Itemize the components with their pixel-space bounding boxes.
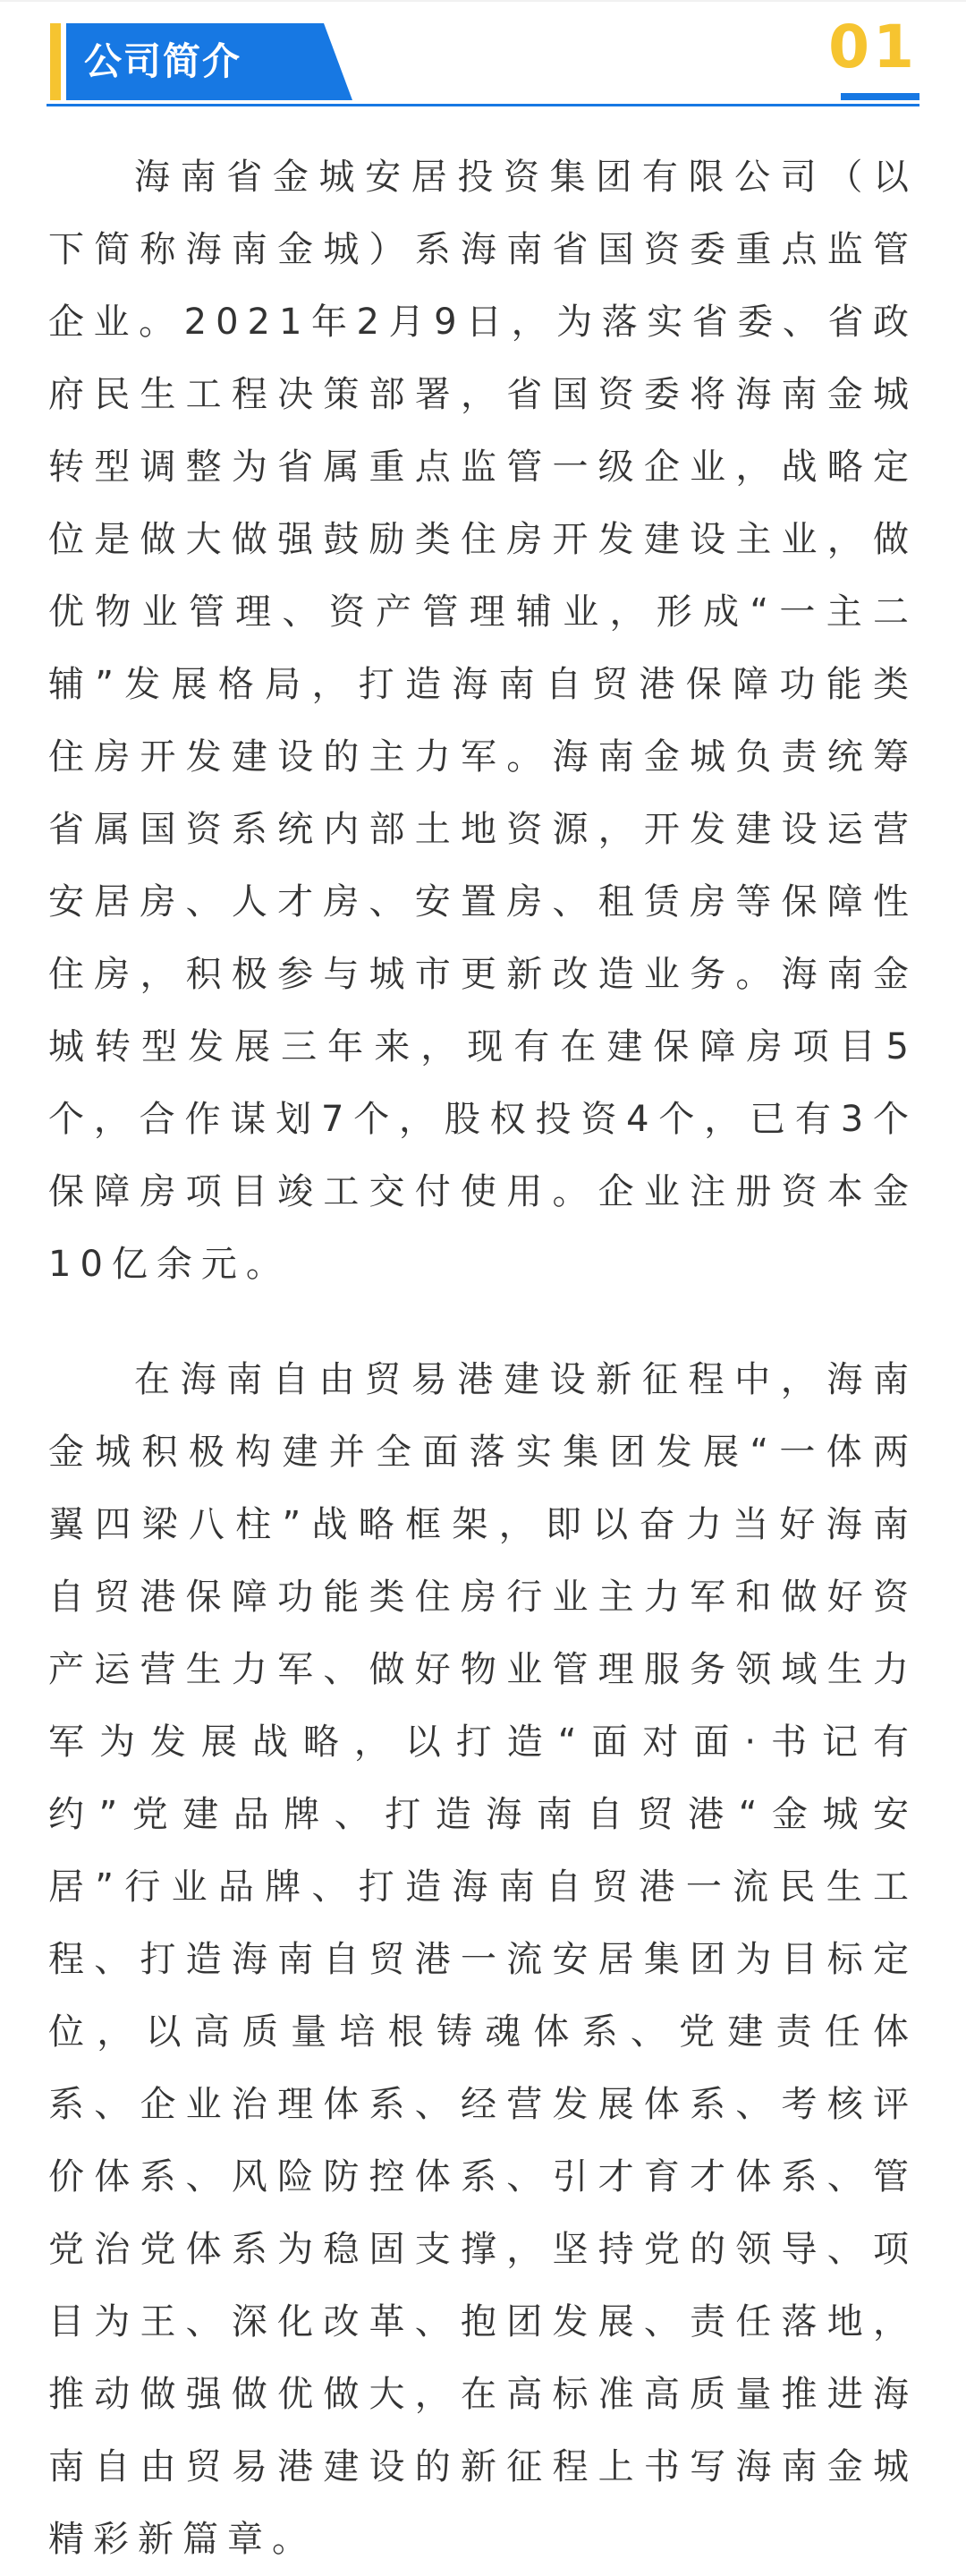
top-divider xyxy=(0,0,966,2)
section-number-underline xyxy=(841,93,919,100)
section-number: 01 xyxy=(828,13,918,81)
header-underline xyxy=(47,104,919,106)
article-body xyxy=(48,141,918,2576)
section-title: 公司简介 xyxy=(84,39,242,83)
paragraph-intro: 海南省金城安居投资集团有限公司（以下简称海南金城）系海南省国资委重点监管企业。2021年2月9日，为落实省委、省政府民生工程决策部署，省国资委将海南金城转型调整为省属重点监管一级企业，战略定位是做大做强鼓励类住房开发建设主业，做优物业管理、资产管理辅业，形成“一主二辅”发展格局，打造海南自贸港保障功能类住房开发建设的主力军。海南金城负责统筹省属国资系统内部土地资源，开发建设运营安居房、人才房、安置房、租赁房等保障性住房，积极参与城市更新改造业务。海南金城转型发展三年来，现有在建保障房项目5个，合作谋划7个，股权投资4个，已有3个保障房项目竣工交付使用。企业注册资本金10亿余元。 xyxy=(48,157,918,1285)
paragraph-strategy: 在海南自由贸易港建设新征程中，海南金城积极构建并全面落实集团发展“一体两翼四梁八柱”战略框架，即以奋力当好海南自贸港保障功能类住房行业主力军和做好资产运营生力军、做好物业管理服务领域生力军为发展战略，以打造“面对面·书记有约”党建品牌、打造海南自贸港“金城安居”行业品牌、打造海南自贸港一流民生工程、打造海南自贸港一流安居集团为目标定位，以高质量培根铸魂体系、党建责任体系、企业治理体系、经营发展体系、考核评价体系、风险防控体系、引才育才体系、管党治党体系为稳固支撑，坚持党的领导、项目为王、深化改革、抱团发展、责任落地，推动做强做优做大，在高标准高质量推进海南自由贸易港建设的新征程上书写海南金城精彩新篇章。 xyxy=(48,1359,918,2560)
section-header xyxy=(47,13,919,106)
header-accent-bar xyxy=(50,23,61,100)
